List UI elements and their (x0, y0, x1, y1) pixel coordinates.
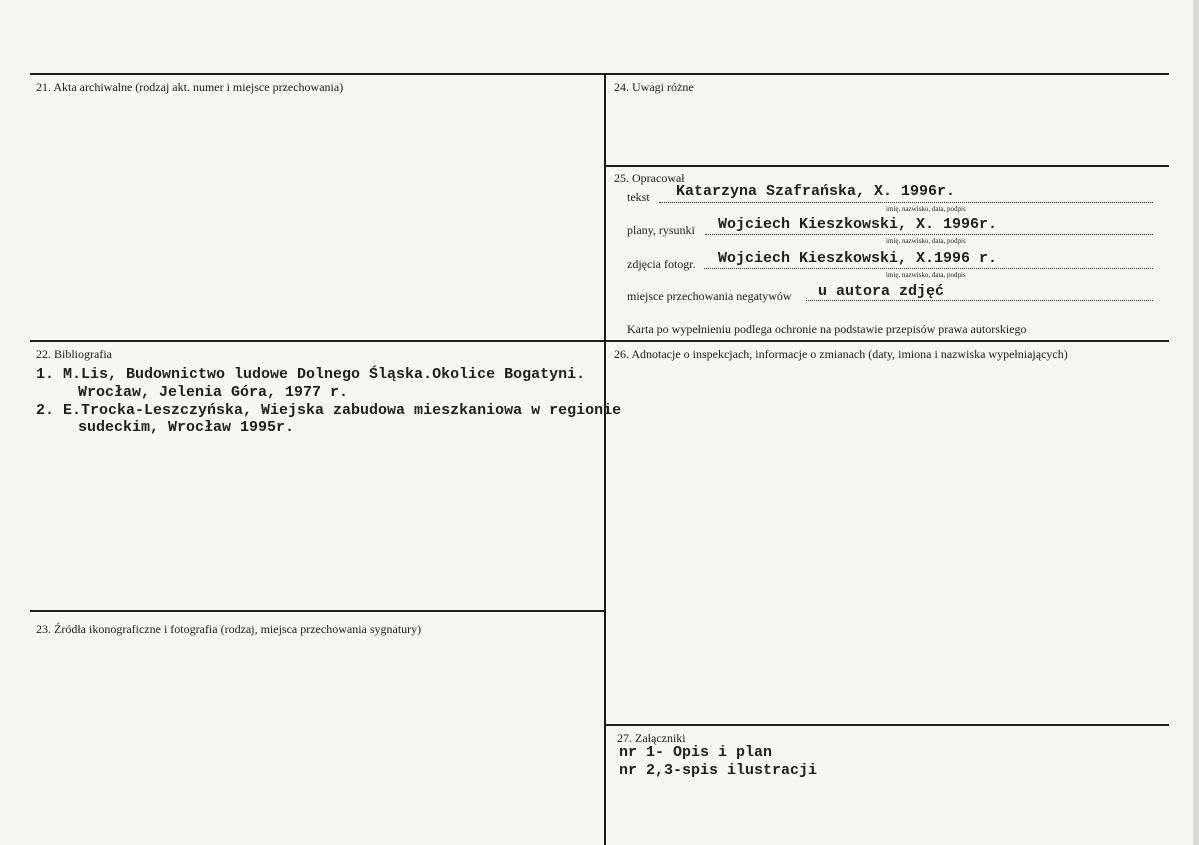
section-27-title: 27. Załączniki (617, 731, 686, 745)
row-tekst-dotline (659, 202, 1153, 203)
row-plany-hint: imię, nazwisko, data, podpis (886, 237, 966, 245)
divider-26-27 (605, 724, 1169, 726)
attachment-item-1: nr 1- Opis i plan (619, 744, 773, 761)
row-tekst-value: Katarzyna Szafrańska, X. 1996r. (676, 183, 956, 200)
section-21-title: 21. Akta archiwalne (rodzaj akt. numer i miejsce przechowania) (36, 80, 344, 94)
bibliography-entry-1-line2: Wrocław, Jelenia Góra, 1977 r. (78, 384, 349, 401)
divider-21-22 (30, 340, 1169, 342)
section-23-title: 23. Źródła ikonograficzne i fotografia (rodzaj, miejsca przechowania sygnatury) (36, 622, 422, 636)
bibliography-entry-2-line2: sudeckim, Wrocław 1995r. (78, 419, 295, 436)
row-zdjecia-label: zdjęcia fotogr. (627, 257, 696, 271)
divider-22-23 (30, 610, 605, 612)
section-22-title: 22. Bibliografia (36, 347, 112, 361)
row-tekst-hint: imię, nazwisko, data, podpis (886, 205, 966, 213)
copyright-notice: Karta po wypełnieniu podlega ochronie na podstawie przepisów prawa autorskiego (627, 322, 1027, 336)
row-tekst-label: tekst (627, 190, 650, 204)
row-negatywy-label: miejsce przechowania negatywów (627, 289, 792, 303)
row-zdjecia-hint: imię, nazwisko, data, podpis (886, 271, 966, 279)
section-24-title: 24. Uwagi różne (614, 80, 694, 94)
row-plany-dotline (705, 234, 1153, 235)
bibliography-entry-2-line1: 2. E.Trocka-Leszczyńska, Wiejska zabudowa mieszkaniowa w regionie (36, 402, 622, 419)
row-plany-value: Wojciech Kieszkowski, X. 1996r. (718, 216, 998, 233)
bibliography-entry-1-line1: 1. M.Lis, Budownictwo ludowe Dolnego Śląska.Okolice Bogatyni. (36, 366, 586, 383)
row-zdjecia-dotline (704, 268, 1153, 269)
attachment-item-2: nr 2,3-spis ilustracji (619, 762, 818, 779)
section-26-title: 26. Adnotacje o inspekcjach, informacje o zmianach (daty, imiona i nazwiska wypełniających) (614, 347, 1068, 361)
row-plany-label: plany, rysunki (627, 223, 695, 237)
row-zdjecia-value: Wojciech Kieszkowski, X.1996 r. (718, 250, 998, 267)
section-25-title: 25. Opracował (614, 171, 685, 185)
top-border (30, 73, 1169, 75)
column-divider (604, 73, 606, 845)
row-negatywy-value: u autora zdjęć (818, 283, 945, 300)
row-negatywy-dotline (806, 300, 1153, 301)
paper-edge-shadow (1193, 0, 1199, 845)
divider-24-25 (605, 165, 1169, 167)
